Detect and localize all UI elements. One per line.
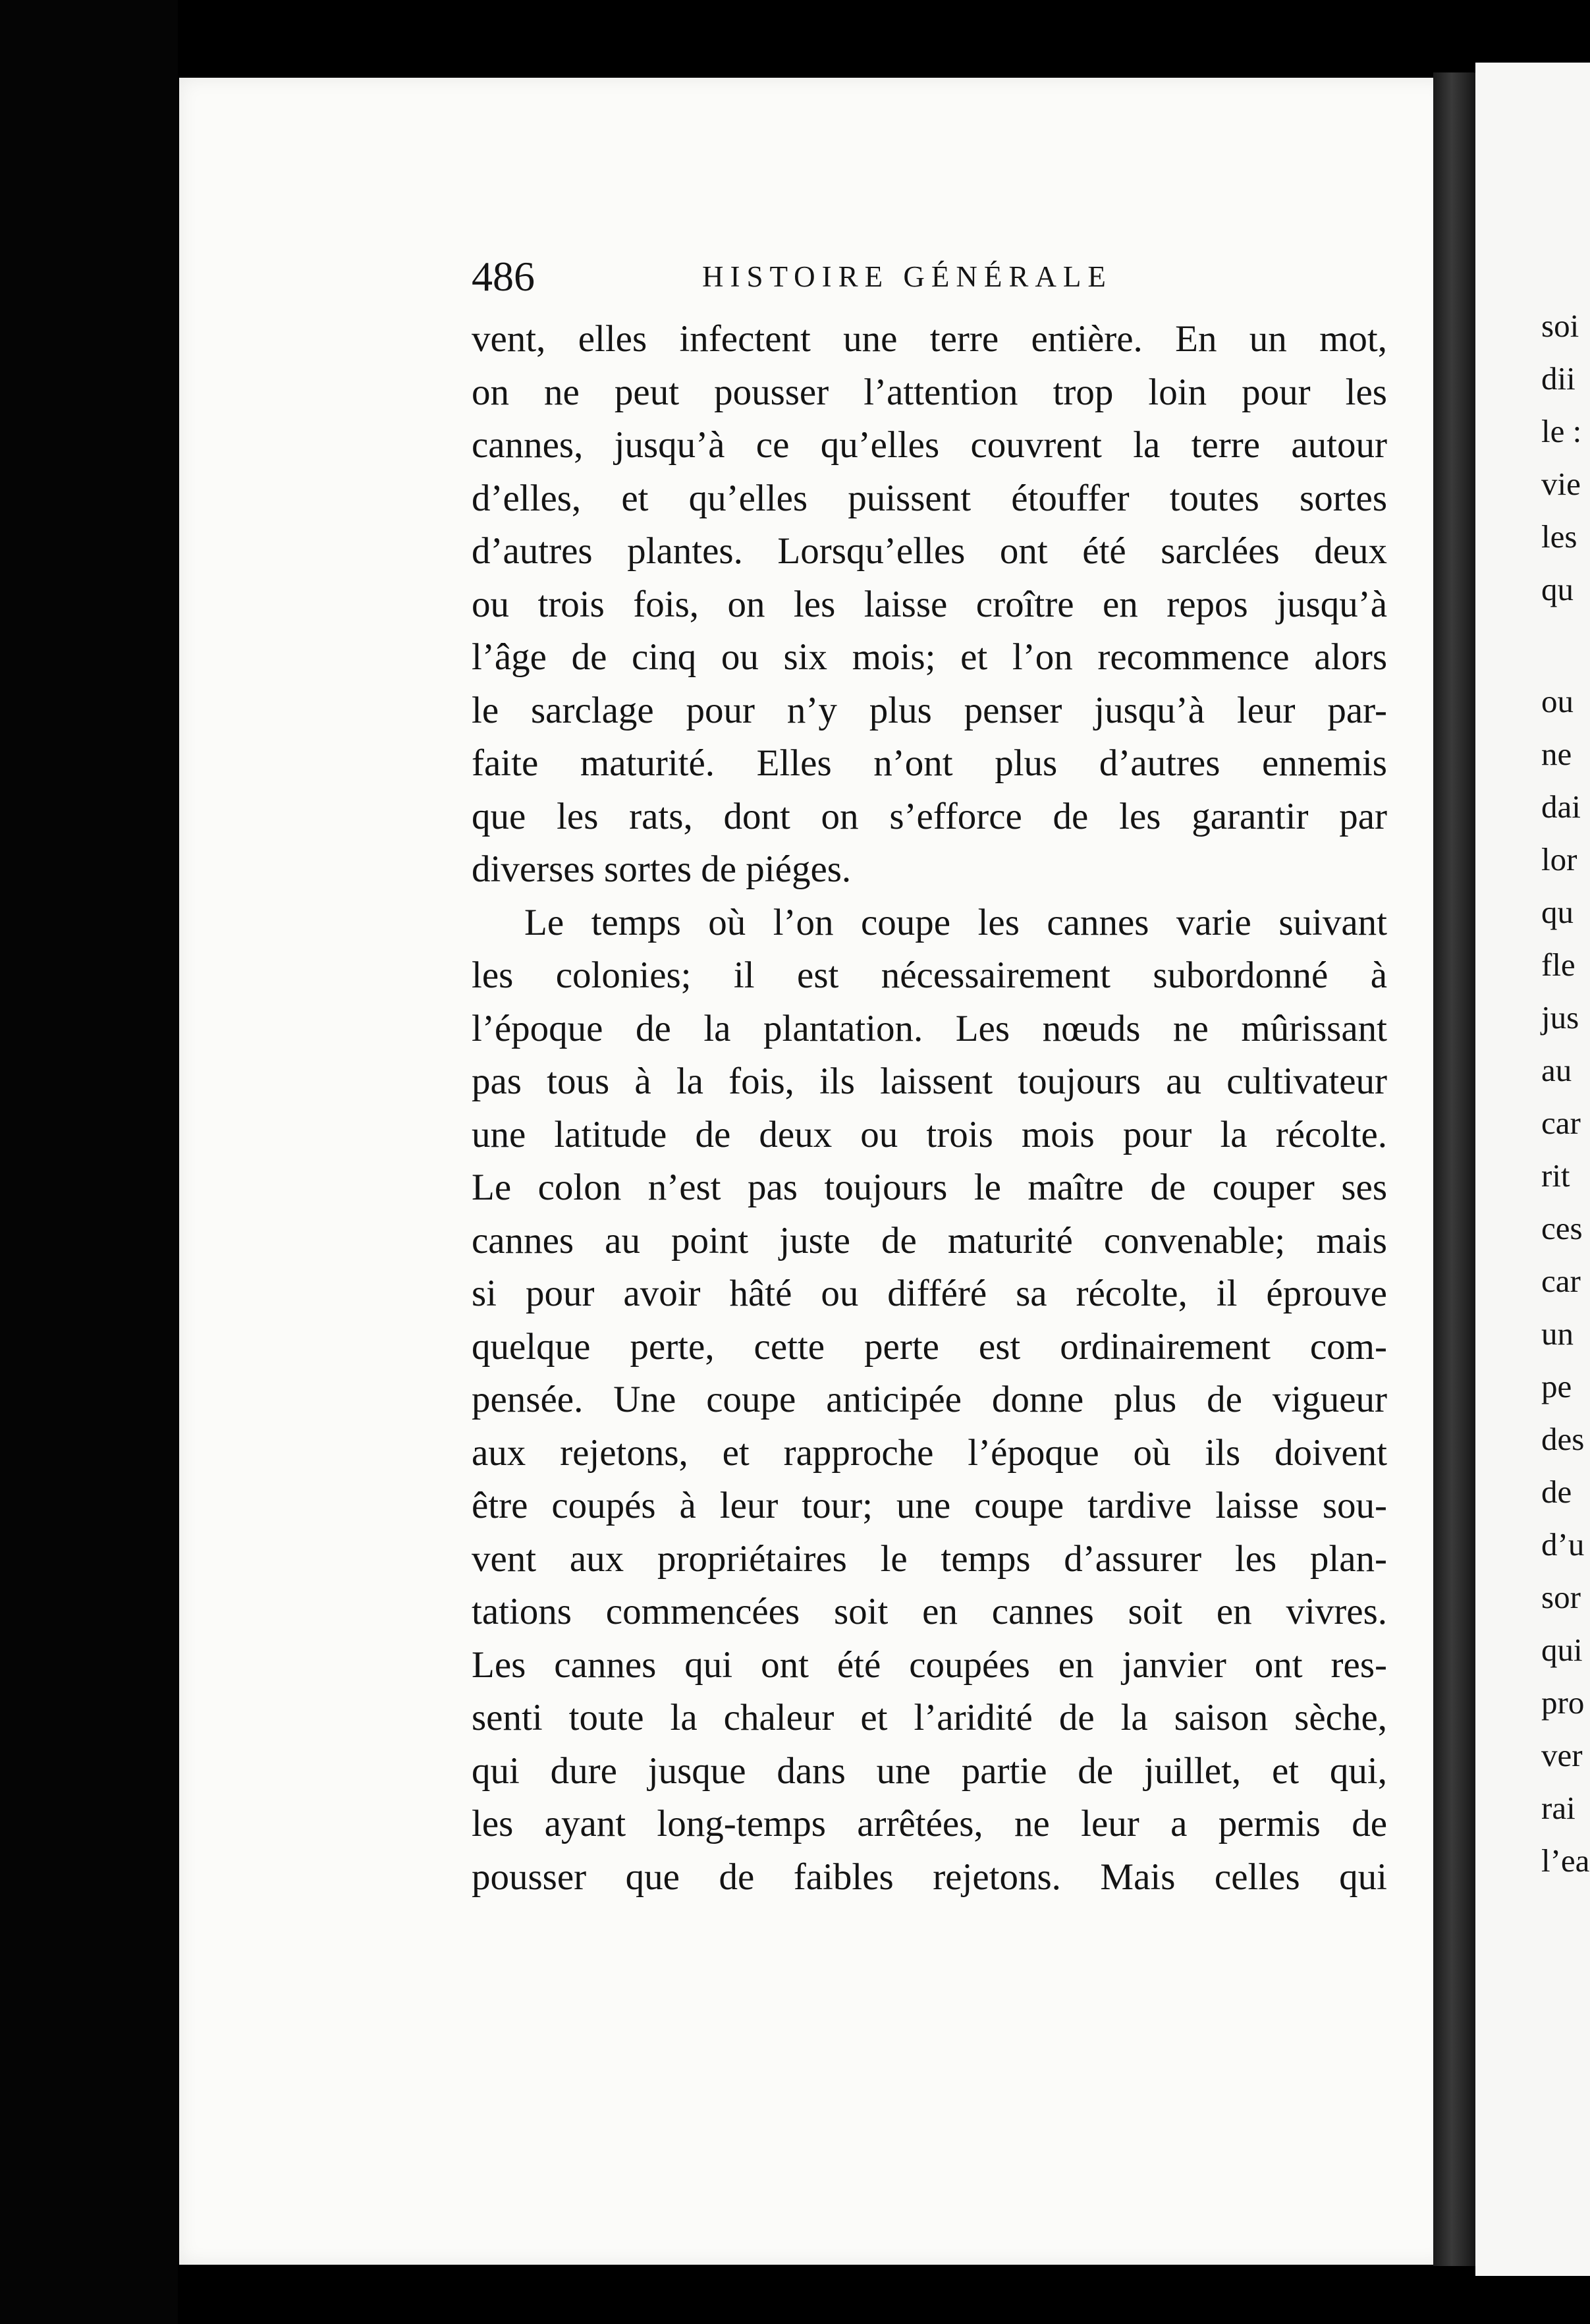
page-number: 486	[472, 253, 535, 300]
text-line: pensée. Une coupe anticipée donne plus de vigueur	[472, 1379, 1387, 1420]
text-line: faite maturité. Elles n’ont plus d’autres ennemis	[472, 742, 1387, 784]
facing-fragment: au	[1541, 1052, 1572, 1088]
facing-fragment: les	[1541, 518, 1577, 555]
text-line: aux rejetons, et rapproche l’époque où ils doivent	[472, 1431, 1387, 1474]
text-line: qui dure jusque dans une partie de juillet, et qui,	[472, 1750, 1387, 1792]
facing-fragment: soi	[1541, 308, 1579, 344]
text-line: ou trois fois, on les laisse croître en repos jusqu’à	[472, 583, 1387, 625]
text-line: l’âge de cinq ou six mois; et l’on recommence alors	[472, 636, 1387, 678]
facing-fragment: jus	[1541, 999, 1579, 1036]
text-line: d’elles, et qu’elles puissent étouffer toutes sortes	[472, 477, 1387, 519]
facing-fragment: de	[1541, 1474, 1572, 1510]
facing-fragment: dai	[1541, 788, 1581, 825]
facing-fragment: dii	[1541, 360, 1576, 397]
facing-fragment: pro	[1541, 1684, 1585, 1721]
text-line: l’époque de la plantation. Les nœuds ne mûrissant	[472, 1007, 1387, 1049]
text-line: Le temps où l’on coupe les cannes varie suivant	[524, 901, 1387, 943]
book-gutter	[1433, 72, 1479, 2266]
body-text	[472, 313, 1387, 1904]
facing-fragment: pe	[1541, 1368, 1572, 1404]
facing-fragment: d’u	[1541, 1526, 1585, 1563]
text-line: une latitude de deux ou trois mois pour la récolte.	[472, 1113, 1387, 1155]
facing-fragment: ces	[1541, 1210, 1583, 1246]
facing-fragment: ne	[1541, 736, 1572, 772]
facing-fragment: qui	[1541, 1632, 1583, 1668]
text-line: que les rats, dont on s’efforce de les garantir par	[472, 795, 1387, 837]
text-line: cannes, jusqu’à ce qu’elles couvrent la terre autour	[472, 424, 1387, 466]
text-line: vent, elles infectent une terre entière. En un mot,	[472, 318, 1387, 360]
facing-fragment: car	[1541, 1105, 1581, 1141]
facing-fragment: fle	[1541, 947, 1576, 983]
text-line: les colonies; il est nécessairement subordonné à	[472, 954, 1387, 996]
scan-border	[0, 0, 178, 2324]
facing-fragment: le :	[1541, 413, 1582, 449]
text-line: le sarclage pour n’y plus penser jusqu’à leur par-	[472, 689, 1387, 731]
text-line: d’autres plantes. Lorsqu’elles ont été sarclées deux	[472, 530, 1387, 572]
facing-fragment: rit	[1541, 1157, 1570, 1194]
text-line: senti toute la chaleur et l’aridité de la saison sèche,	[472, 1697, 1387, 1738]
facing-fragment: lor	[1541, 841, 1577, 877]
facing-fragment: un	[1541, 1315, 1574, 1352]
text-line: on ne peut pousser l’attention trop loin pour les	[472, 371, 1387, 413]
facing-fragment: ver	[1541, 1737, 1583, 1773]
facing-fragment: l’ea	[1541, 1842, 1590, 1879]
text-line: vent aux propriétaires le temps d’assurer les plan-	[472, 1537, 1387, 1580]
text-line: Les cannes qui ont été coupées en janvier ont res-	[472, 1644, 1387, 1686]
paragraph-2	[472, 897, 1387, 1904]
text-line: diverses sortes de piéges.	[472, 848, 852, 890]
facing-fragment: qu	[1541, 894, 1574, 930]
facing-fragment: qu	[1541, 571, 1574, 607]
facing-page	[1475, 63, 1590, 2276]
text-line: quelque perte, cette perte est ordinairement com-	[472, 1325, 1387, 1368]
text-line: pas tous à la fois, ils laissent toujours au cultivateur	[472, 1061, 1387, 1102]
facing-fragment: sor	[1541, 1579, 1581, 1615]
facing-fragment: ou	[1541, 683, 1574, 719]
facing-fragment: car	[1541, 1263, 1581, 1299]
facing-fragment: rai	[1541, 1790, 1576, 1826]
facing-fragment: des	[1541, 1421, 1585, 1457]
text-line: les ayant long-temps arrêtées, ne leur a permis de	[472, 1803, 1387, 1844]
running-head	[472, 253, 1394, 302]
text-line: pousser que de faibles rejetons. Mais celles qui	[472, 1856, 1387, 1898]
text-line: si pour avoir hâté ou différé sa récolte, il éprouve	[472, 1273, 1387, 1314]
running-head-title: HISTOIRE GÉNÉRALE	[702, 260, 1112, 293]
facing-fragment: vie	[1541, 466, 1581, 502]
text-line: être coupés à leur tour; une coupe tardive laisse sou-	[472, 1485, 1387, 1526]
text-line: tations commencées soit en cannes soit en vivres.	[472, 1591, 1387, 1632]
paragraph-1	[472, 313, 1387, 897]
text-line: cannes au point juste de maturité convenable; mais	[472, 1219, 1387, 1261]
text-line: Le colon n’est pas toujours le maître de couper ses	[472, 1167, 1387, 1208]
